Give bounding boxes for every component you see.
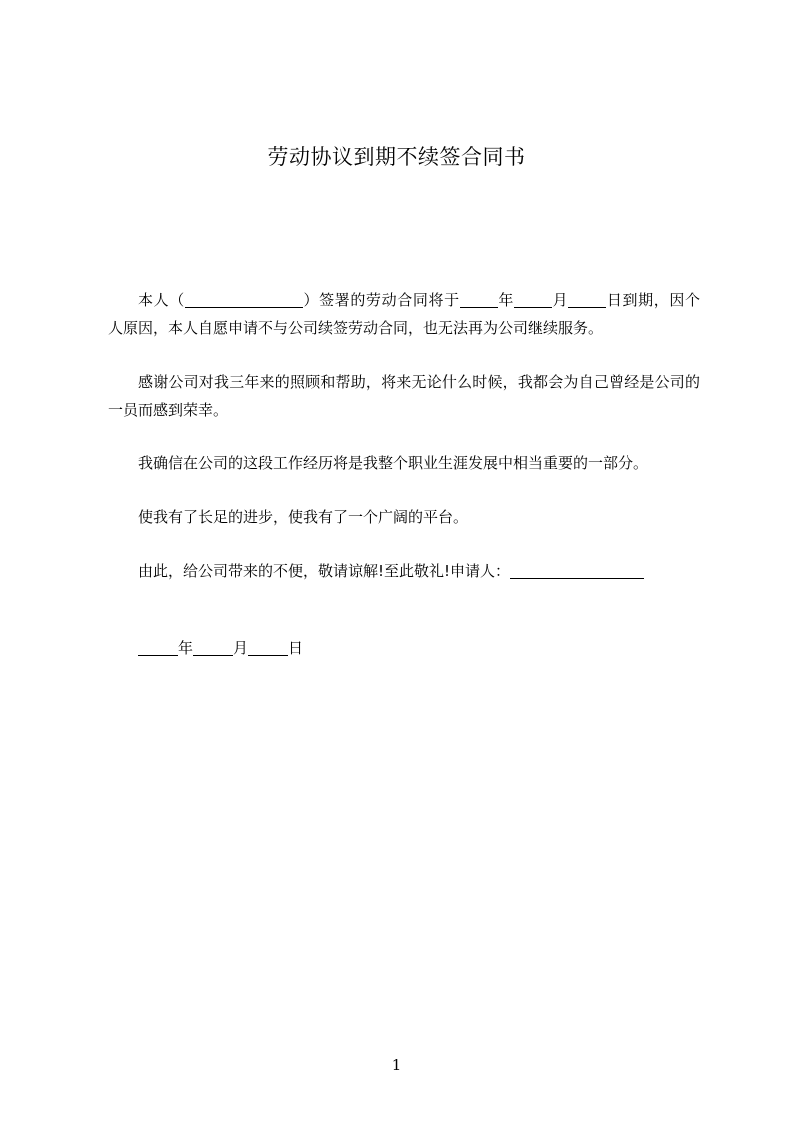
date-day-label: 日	[288, 639, 304, 657]
name-blank-line	[185, 290, 303, 308]
paragraph-applicant	[108, 557, 700, 585]
text-segment: 本人（	[138, 291, 185, 309]
applicant-signature-line	[510, 561, 644, 579]
date-year-blank	[138, 638, 178, 656]
paragraph-experience	[108, 449, 700, 477]
date-day-blank	[248, 638, 288, 656]
paragraph-gratitude	[108, 368, 700, 424]
date-month-blank	[193, 638, 233, 656]
paragraph-progress	[108, 503, 700, 531]
date-line	[108, 634, 700, 662]
paragraph-text: 使我有了长足的进步，使我有了一个广阔的平台。	[138, 508, 469, 526]
month-label: 月	[551, 291, 569, 309]
date-month-label: 月	[233, 639, 249, 657]
year-blank-line	[460, 290, 498, 308]
paragraph-text: 我确信在公司的这段工作经历将是我整个职业生涯发展中相当重要的一部分。	[138, 454, 649, 472]
date-year-label: 年	[178, 639, 194, 657]
text-segment: 日到期，因个人原因，本人自愿申请不与公司续签劳动合同，也无法再为公司继续服务。	[108, 291, 700, 337]
text-segment: ）签署的劳动合同将于	[302, 291, 460, 309]
document-title: 劳动协议到期不续签合同书	[267, 145, 526, 169]
paragraph-text: 感谢公司对我三年来的照顾和帮助，将来无论什么时候，我都会为自己曾经是公司的一员而感到荣幸。	[108, 373, 700, 419]
page-number: 1	[391, 1056, 402, 1074]
month-blank-line	[514, 290, 552, 308]
day-blank-line	[568, 290, 606, 308]
paragraph-text: 由此，给公司带来的不便，敬请谅解!至此敬礼!申请人：	[138, 562, 511, 580]
year-label: 年	[497, 291, 514, 309]
paragraph-contract-expiry	[108, 286, 700, 342]
